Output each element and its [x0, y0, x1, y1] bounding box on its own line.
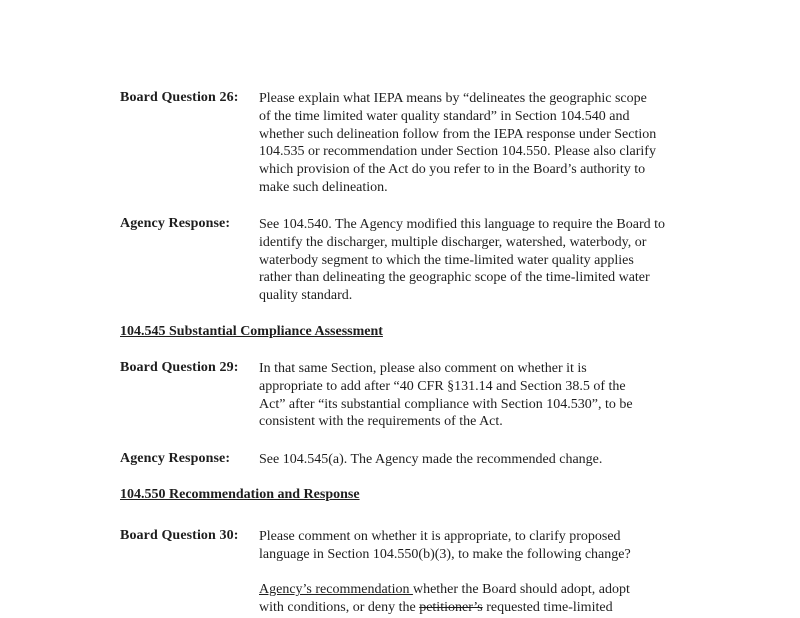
response-text: [259, 216, 719, 305]
text-line: waterbody segment to which the time-limited water quality applies: [259, 252, 634, 268]
text-line: make such delineation.: [259, 179, 388, 195]
text-line: appropriate to add after “40 CFR §131.14 and Section 38.5 of the: [259, 378, 626, 394]
proposed-language-line: [259, 599, 719, 617]
text-line: of the time limited water quality standard” in Section 104.540 and: [259, 108, 630, 124]
text-line: See 104.545(a). The Agency made the recommended change.: [259, 452, 603, 467]
text-line: quality standard.: [259, 288, 353, 304]
text-line: See 104.540. The Agency modified this language to require the Board to: [259, 217, 666, 232]
text-line: which provision of the Act do you refer to in the Board’s authority to: [259, 162, 646, 178]
text-line: language in Section 104.550(b)(3), to make the following change?: [259, 546, 631, 562]
text-line: whether such delineation follow from the IEPA response under Section: [259, 126, 657, 142]
text-segment: whether the Board should adopt, adopt: [412, 582, 630, 598]
blank-line: [259, 564, 719, 582]
question-text: [259, 528, 719, 617]
question-label: Board Question 26:: [120, 90, 239, 105]
response-label: Agency Response:: [120, 216, 231, 231]
text-line: Please explain what IEPA means by “delineates the geographic scope: [259, 91, 647, 106]
question-label: Board Question 30:: [120, 528, 239, 543]
section-heading-545: 104.545 Substantial Compliance Assessment: [120, 324, 383, 339]
question-label: Board Question 29:: [120, 360, 239, 375]
text-line: Act” after “its substantial compliance with Section 104.530”, to be: [259, 396, 633, 412]
question-text: [259, 360, 719, 431]
response-label: Agency Response:: [120, 451, 231, 466]
deleted-text: petitioner’s: [419, 600, 483, 616]
text-segment: requested time-limited: [482, 600, 613, 616]
text-line: identify the discharger, multiple discharger, watershed, waterbody, or: [259, 234, 647, 250]
inserted-text: Agency’s recommendation: [259, 582, 413, 598]
response-text: [259, 451, 719, 469]
text-line: rather than delineating the geographic scope of the time-limited water: [259, 270, 650, 286]
text-line: consistent with the requirements of the Act.: [259, 414, 503, 430]
text-line: In that same Section, please also comment on whether it is: [259, 361, 587, 376]
proposed-language-line: [259, 581, 719, 599]
text-line: 104.535 or recommendation under Section 104.550. Please also clarify: [259, 144, 656, 160]
section-heading-550: 104.550 Recommendation and Response: [120, 487, 360, 502]
question-text: [259, 90, 719, 197]
text-segment: with conditions, or deny the: [259, 600, 420, 616]
text-line: Please comment on whether it is appropriate, to clarify proposed: [259, 529, 621, 544]
